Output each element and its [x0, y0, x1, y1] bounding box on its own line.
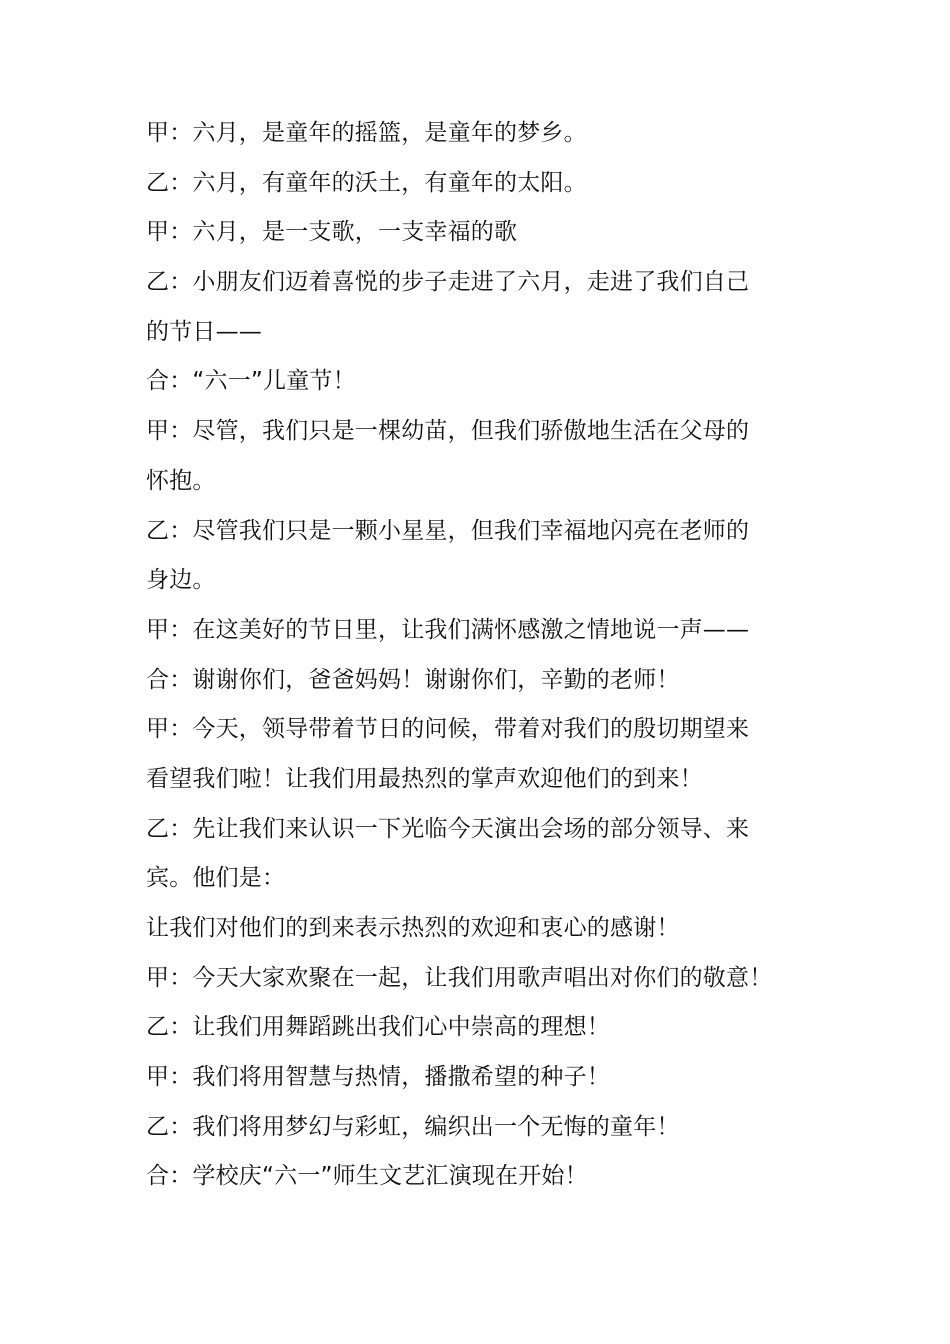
text-line: 甲：我们将用智慧与热情，播撒希望的种子！ [146, 1064, 610, 1091]
text-line: 甲：六月，是一支歌，一支幸福的歌 [146, 219, 518, 246]
text-line: 甲：今天，领导带着节日的问候，带着对我们的殷切期望来 [146, 716, 750, 743]
text-line: 的节日—— [146, 318, 262, 345]
text-line: 怀抱。 [146, 467, 216, 494]
text-line: 甲：在这美好的节日里，让我们满怀感激之情地说一声—— [146, 616, 750, 643]
text-line: 甲：六月，是童年的摇篮，是童年的梦乡。 [146, 120, 587, 146]
text-line: 乙：小朋友们迈着喜悦的步子走进了六月，走进了我们自己 [146, 269, 750, 296]
text-line: 合：“六一”儿童节！ [146, 368, 356, 395]
text-line: 让我们对他们的到来表示热烈的欢迎和衷心的感谢！ [146, 915, 680, 941]
text-line: 乙：先让我们来认识一下光临今天演出会场的部分领导、来 [146, 815, 750, 842]
text-line: 合：谢谢你们，爸爸妈妈！谢谢你们，辛勤的老师！ [146, 666, 680, 693]
document-body [146, 109, 826, 1202]
text-line: 宾。他们是： [146, 865, 286, 892]
text-line: 合：学校庆“六一”师生文艺汇演现在开始！ [146, 1163, 588, 1190]
text-line: 看望我们啦！让我们用最热烈的掌声欢迎他们的到来！ [146, 765, 703, 792]
text-line: 乙：我们将用梦幻与彩虹，编织出一个无悔的童年！ [146, 1113, 680, 1140]
text-line: 甲：今天大家欢聚在一起，让我们用歌声唱出对你们的敬意！ [146, 964, 773, 991]
text-line: 乙：让我们用舞蹈跳出我们心中崇高的理想！ [146, 1014, 610, 1041]
text-line: 甲：尽管，我们只是一棵幼苗，但我们骄傲地生活在父母的 [146, 418, 750, 445]
text-line: 乙：尽管我们只是一颗小星星，但我们幸福地闪亮在老师的 [146, 517, 750, 544]
text-line: 乙：六月，有童年的沃土，有童年的太阳。 [146, 169, 587, 196]
text-line: 身边。 [146, 567, 216, 594]
